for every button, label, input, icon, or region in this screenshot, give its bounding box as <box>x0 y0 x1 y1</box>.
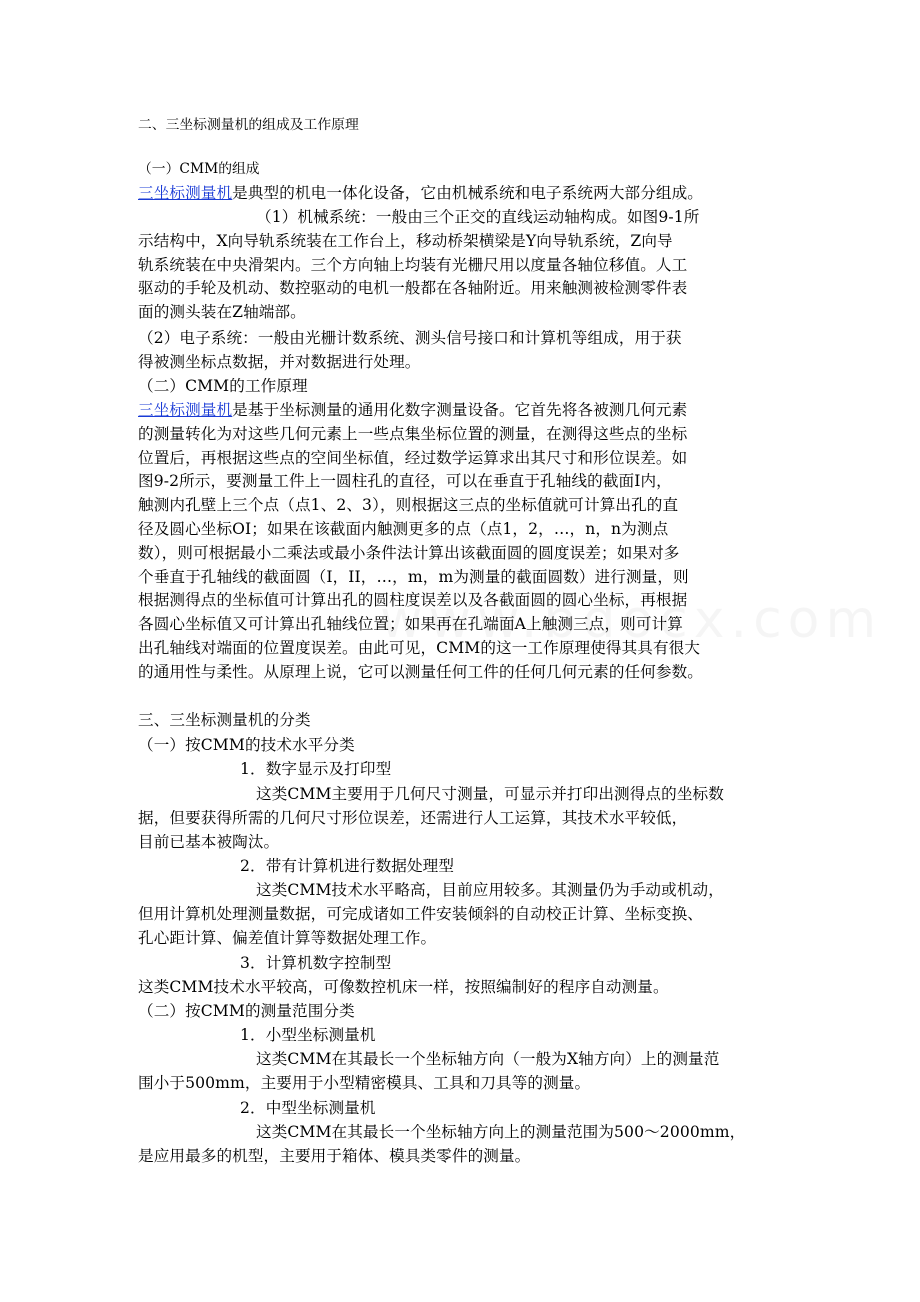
text-line: 面的测头装在Z轴端部。 <box>138 303 306 322</box>
category-1-paragraph <box>138 783 724 854</box>
text-line: 的测量转化为对这些几何元素上一些点集坐标位置的测量，在测得这些点的坐标 <box>138 424 688 443</box>
text-line: 得被测坐标点数据，并对数据进行处理。 <box>138 352 421 371</box>
paragraph-intro <box>138 182 703 206</box>
range-2-paragraph <box>138 1121 745 1169</box>
category-title: 1．小型坐标测量机 <box>240 1026 376 1044</box>
section-heading-3: 三、三坐标测量机的分类 <box>138 711 311 729</box>
text-line: 这类CMM在其最长一个坐标轴方向（一般为X轴方向）上的测量范 <box>256 1050 720 1068</box>
category-title: 3．计算机数字控制型 <box>240 954 392 972</box>
subheading-tech-level: （一）按CMM的技术水平分类 <box>138 736 355 754</box>
text-line: 围小于500mm，主要用于小型精密模具、工具和刀具等的测量。 <box>138 1073 591 1092</box>
text-line: 但用计算机处理测量数据，可完成诸如工件安装倾斜的自动校正计算、坐标变换、 <box>138 904 703 923</box>
category-title: 1．数字显示及打印型 <box>240 760 392 778</box>
category-2-paragraph <box>138 879 724 950</box>
cmm-link[interactable]: 三坐标测量机 <box>138 184 233 202</box>
text-line: 据，但要获得所需的几何尺寸形位误差，还需进行人工运算，其技术水平较低， <box>138 808 688 827</box>
cmm-link[interactable]: 三坐标测量机 <box>138 401 233 419</box>
principle-paragraph <box>138 399 703 685</box>
text-line: 触测内孔壁上三个点（点1、2、3），则根据这三点的坐标值就可计算出孔的直 <box>138 496 679 515</box>
text-line: 径及圆心坐标OI；如果在该截面内触测更多的点（点1，2，…，n，n为测点 <box>138 519 669 538</box>
text-line: 这类CMM技术水平略高，目前应用较多。其测量仍为手动或机动， <box>256 881 724 899</box>
text-line: 图9-2所示，要测量工件上一圆柱孔的直径，可以在垂直于孔轴线的截面I内， <box>138 472 672 491</box>
text-line: （2）电子系统：一般由光栅计数系统、测头信号接口和计算机等组成，用于获 <box>138 329 682 347</box>
subheading-cmm-principle: （二）CMM的工作原理 <box>138 377 308 395</box>
text-line: 各圆心坐标值又可计算出孔轴线位置；如果再在孔端面A上触测三点，则可计算 <box>138 615 683 634</box>
text-line: 目前已基本被陶汰。 <box>138 832 280 851</box>
text-line: 数），则可根据最小二乘法或最小条件法计算出该截面圆的圆度误差；如果对多 <box>138 543 680 562</box>
subheading-cmm-composition: （一）CMM的组成 <box>138 161 260 177</box>
paragraph-text: 是典型的机电一体化设备，它由机械系统和电子系统两大部分组成。 <box>232 184 703 202</box>
text-line: 这类CMM主要用于几何尺寸测量，可显示并打印出测得点的坐标数 <box>256 785 724 803</box>
electronic-system-block <box>138 327 682 375</box>
text-line: （1）机械系统：一般由三个正交的直线运动轴构成。如图9-1所 <box>256 208 700 226</box>
text-line: 出孔轴线对端面的位置度误差。由此可见，CMM的这一工作原理使得其具有很大 <box>138 638 701 657</box>
paragraph-text: 是基于坐标测量的通用化数字测量设备。它首先将各被测几何元素 <box>232 401 688 419</box>
text-line: 是应用最多的机型，主要用于箱体、模具类零件的测量。 <box>138 1146 531 1165</box>
category-title: 2．中型坐标测量机 <box>240 1099 376 1117</box>
text-line: 的通用性与柔性。从原理上说，它可以测量任何工件的任何几何元素的任何参数。 <box>138 662 703 681</box>
section-heading-2: 二、三坐标测量机的组成及工作原理 <box>138 117 359 133</box>
range-1-paragraph <box>138 1048 719 1096</box>
text-line <box>138 399 703 423</box>
text-line: 驱动的手轮及机动、数控驱动的电机一般都在各轴附近。用来触测被检测零件表 <box>138 279 688 298</box>
category-title: 2．带有计算机进行数据处理型 <box>240 857 455 875</box>
text-line: 位置后，再根据这些点的空间坐标值，经过数学运算求出其尺寸和形位误差。如 <box>138 448 688 467</box>
subheading-range: （二）按CMM的测量范围分类 <box>138 1002 355 1020</box>
text-line: 根据测得点的坐标值可计算出孔的圆柱度误差以及各截面圆的圆心坐标，再根据 <box>138 591 688 610</box>
text-line: 孔心距计算、偏差值计算等数据处理工作。 <box>138 928 437 947</box>
text-line: 这类CMM技术水平较高，可像数控机床一样，按照编制好的程序自动测量。 <box>138 978 669 996</box>
text-line: 个垂直于孔轴线的截面圆（I，II，…，m，m为测量的截面圆数）进行测量，则 <box>138 567 689 586</box>
mechanical-system-block <box>138 206 699 325</box>
text-line: 这类CMM在其最长一个坐标轴方向上的测量范围为500～2000mm， <box>256 1123 746 1141</box>
text-line: 示结构中，X向导轨系统装在工作台上，移动桥架横梁是Y向导轨系统，Z向导 <box>138 231 673 250</box>
text-line: 轨系统装在中央滑架内。三个方向轴上均装有光栅尺用以度量各轴位移值。人工 <box>138 255 688 274</box>
